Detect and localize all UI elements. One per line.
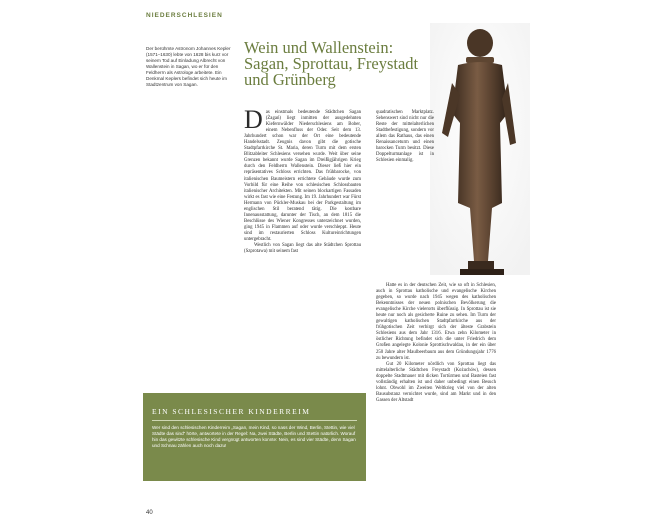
article-paragraph: quadratischen Marktplatz. Sehenswert sind nicht nur die Reste der mittelalterlichen Stadtbefestigung, sondern vor allem das Rathaus, das einen Renaissanceturm und einen barocken Turm besitzt. Diese Doppelturmanlage ist in Schlesien einmalig. (376, 110, 434, 164)
article-column-2-bottom (376, 283, 496, 404)
article-paragraph: Gut 20 Kilometer nördlich von Sprottau liegt das mittelalterliche Städtchen Freystadt (Kożuchów), dessen doppelte Stadtmauer mit dicken Tortürmen und Basteien fast vollständig erhalten ist und daher unbedingt einen Besuch lohnt. Obwohl im Zweiten Weltkrieg viel von der alten Bausubstanz vernichtet wurde, sind am Markt und in den Gassen der Altstadt (376, 361, 496, 403)
sidebar-box-text: Wer sind den schlesischen Kinderreim „Sagan, mein Kind, so nass der Wind, Berlin, Stettin, wie viel Städte das sind“ hörte, antwortete in der Regel: Na, zwei Städte, Berlin und Stettin natürlich. Worauf hin das gewitzte schlesische Kind vergnügt antworten konnte: Nein, es sind vier Städte, denn Sagan und Schnau zählen auch noch dazu! (152, 425, 356, 448)
page-number: 40 (146, 510, 153, 516)
drop-cap: D (244, 105, 263, 134)
sidebar-box-divider (152, 420, 357, 421)
article-column-2-top (376, 110, 496, 164)
photo-caption: Der berühmte Astronom Johannes Kepler (1571–1630) lebte von 1628 bis kurz vor seinem Tod auf Einladung Albrecht von Wallenstein in Sagan, wo er für den Feldherrn als Astrologe arbeitete. Ein Denkmal Keplers befindet sich heute im Stadtzentrum von Sagan. (146, 46, 231, 87)
sidebar-box (143, 393, 366, 481)
sidebar-box-title: EIN SCHLESISCHER KINDERREIM (152, 407, 311, 416)
article-paragraph: Westlich von Sagan liegt das alte Städtchen Sprottau (Szprotawa) mit seinem fast (244, 243, 361, 255)
section-label: NIEDERSCHLESIEN (146, 12, 223, 19)
article-paragraph: as einstmals bedeutende Städtchen Sagan (Żagań) liegt inmitten der ausgedehnten Kiefernwälder Niederschlesiens am Bober, einem Nebenfluss der Oder. Seit dem 13. Jahrhundert schon war der Ort eine bedeutende Handelsstadt. Zeugnis davon gibt die gotische Stadtpfarrkirche St. Maria, deren Turm mit dem ersten Blitzableiter Schlesiens versehen wurde. Weit über seine Grenzen bekannt wurde Sagan im Dreißigjährigen Krieg durch den Feldherrn Wallenstein. Dieser ließ hier ein repräsentatives Schloss errichten. Das frühbarocke, von italienischen Baumeistern errichtete Gebäude wurde zum Vorbild für eine Reihe von schlesischen Schlossbauten italienischer Architekten. Mit seinen blockartigen Fassaden wirkt es fast wie eine Festung. Im 19. Jahrhundert war Fürst Hermann von Pückler-Muskau bei der Parkgestaltung im englischen Stil beratend tätig. Die kostbare Innenausstattung, darunter der Tisch, an dem 1815 die Beschlüsse des Wiener Kongresses unterzeichnet wurden, ging 1945 in Flammen auf oder wurde verschleppt. Heute sind im restaurierten Schloss Kultureinrichtungen untergebracht. (244, 110, 361, 242)
article-headline: Wein und Wallenstein: Sagan, Sprottau, Freystadt und Grünberg (244, 38, 419, 89)
article-column-1 (244, 105, 361, 255)
article-paragraph: Hatte es in der deutschen Zeit, wie so oft in Schlesien, auch in Sprottau katholische und evangelische Kirchen gegeben, so wurde nach 1945 wegen des katholischen Bekenntnisses der neuen polnischen Bevölkerung die evangelische Kirche vielerorts überflüssig. In Sprottau ist sie heute nur noch als gesicherte Ruine zu sehen. Im Turm der gewaltigen katholischen Stadtpfarrkirche aus der frühgotischen Zeit verbirgt sich der älteste Grabstein Schlesiens aus dem Jahr 1316. Etwa zehn Kilometer in östlicher Richtung befindet sich die unter Friedrich dem Großen angelegte Kolonie Sprottischwaldau, in der ein über 250 Jahre alter Maulbeerbaum aus dem Gründungsjahr 1776 zu bewundern ist. (376, 283, 496, 361)
